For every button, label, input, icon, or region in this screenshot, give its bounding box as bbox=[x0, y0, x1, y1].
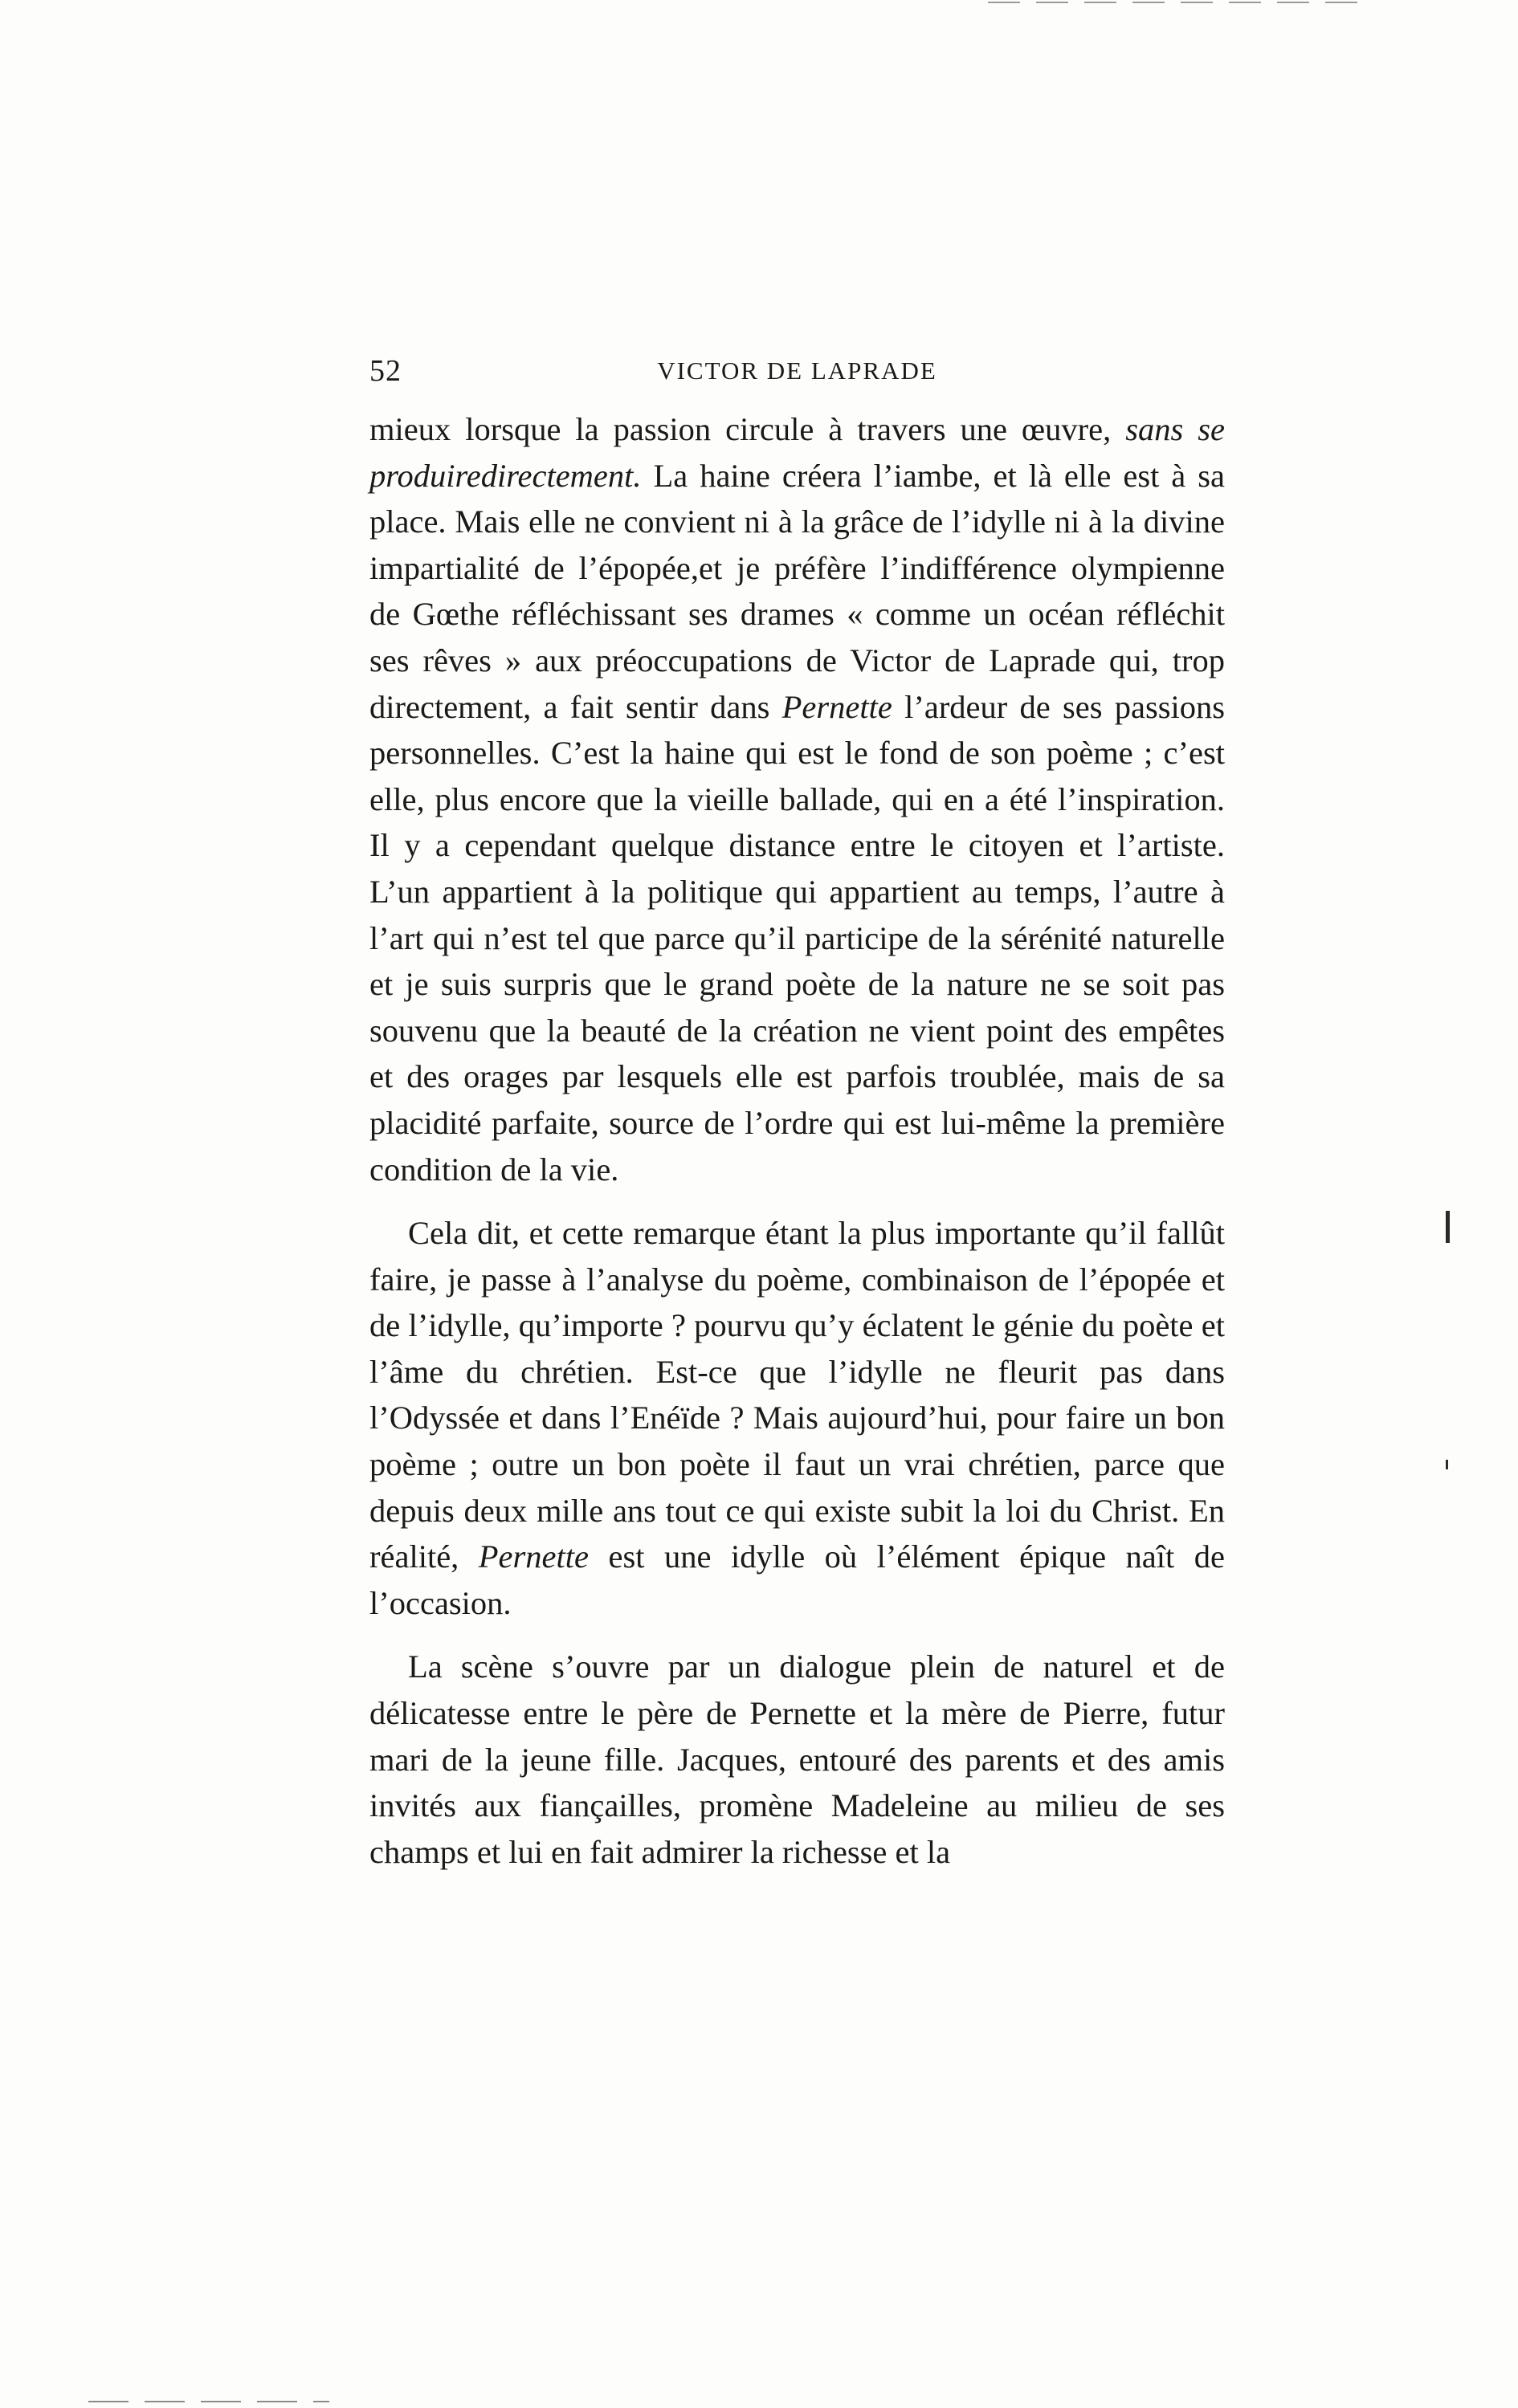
scan-edge-top bbox=[988, 2, 1357, 3]
text-run: La scène s’ouvre par un dialogue plein de naturel et de délicatesse entre le père de Pernette et la mère de Pierre, futur mari de la jeune fille. Jacques, entouré des parents et des amis invités aux fiançailles, promène Madeleine au milieu de ses champs et lui en fait admirer la richesse et la bbox=[369, 1648, 1225, 1870]
text-run: Cela dit, et cette remarque étant la plus importante qu’il fallût faire, je passe à l’analyse du poème, combinaison de l’épopée et de l’idylle, qu’importe ? pourvu qu’y éclatent le génie du poète et l’âme du chrétien. Est-ce que l’idylle ne fleurit pas dans l’Odyssée et dans l’Enéïde ? Mais aujourd’hui, pour faire un bon poème ; outre un bon poète il faut un vrai chrétien, parce que depuis deux mille ans tout ce qui existe subit la loi du Christ. En réalité, bbox=[369, 1215, 1225, 1575]
italic-run: Pernette bbox=[478, 1538, 589, 1575]
paragraph-1 bbox=[369, 406, 1225, 1192]
paragraph-3 bbox=[369, 1644, 1225, 1875]
running-title: VICTOR DE LAPRADE bbox=[657, 357, 937, 385]
paragraph-2 bbox=[369, 1210, 1225, 1626]
body-text bbox=[369, 406, 1225, 1875]
text-run: l’ardeur de ses passions personnelles. C’est la haine qui est le fond de son poème ; c’est elle, plus encore que la vieille ballade, qui en a été l’inspiration. Il y a cependant quelque distance entre le citoyen et l’artiste. L’un appartient à la politique qui appartient au temps, l’autre à l’art qui n’est tel que parce qu’il participe de la sérénité naturelle et je suis surpris que le grand poète de la nature ne se soit pas souvenu que la beauté de la création ne vient point des empêtes et des orages par lesquels elle est parfois troublée, mais de sa placidité parfaite, source de l’ordre qui est lui-même la première condition de la vie. bbox=[369, 688, 1225, 1188]
text-run: La haine créera l’iambe, et là elle est à sa place. Mais elle ne convient ni à la grâce de l’idylle ni à la divine impartialité de l’épopée,et je préfère l’indifférence olympienne de Gœthe réfléchissant ses drames « comme un océan réfléchit ses rêves » aux préoccupations de Victor de Laprade qui, trop directement, a fait sentir dans bbox=[369, 457, 1225, 725]
margin-mark bbox=[1446, 1211, 1450, 1243]
text-run: mieux lorsque la passion circule à travers une œuvre, bbox=[369, 411, 1126, 447]
text-run: est une idylle où l’élément épique naît de l’occasion. bbox=[369, 1538, 1226, 1621]
scan-edge-bottom bbox=[88, 2401, 329, 2402]
running-head bbox=[369, 353, 1225, 393]
page-number: 52 bbox=[369, 354, 402, 388]
italic-run: sans se produiredirectement. bbox=[369, 411, 1225, 494]
margin-tick bbox=[1446, 1460, 1448, 1469]
italic-run: Pernette bbox=[781, 688, 892, 725]
book-page bbox=[369, 353, 1225, 1893]
